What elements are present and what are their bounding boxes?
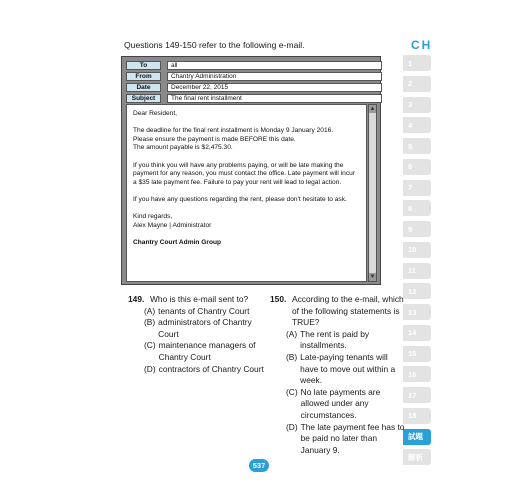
email-header-from bbox=[126, 71, 237, 81]
subject-field: The final rent installment bbox=[167, 94, 382, 103]
to-field: all bbox=[167, 61, 382, 70]
chapter-label: CH bbox=[411, 38, 433, 52]
chapter-tab-12[interactable]: 12 bbox=[403, 283, 431, 299]
question-150 bbox=[270, 294, 408, 456]
chapter-tab-13[interactable]: 13 bbox=[403, 304, 431, 320]
question-149-option-c[interactable]: (C) maintenance managers of Chantry Court bbox=[144, 340, 256, 362]
chapter-tab-7[interactable]: 7 bbox=[403, 180, 431, 196]
email-closing: Kind regards, bbox=[133, 213, 173, 221]
email-scrollbar[interactable] bbox=[368, 104, 377, 282]
chapter-tab-3[interactable]: 3 bbox=[403, 97, 431, 113]
email-header-subject bbox=[126, 93, 242, 103]
tab-test-questions[interactable]: 試題 bbox=[403, 429, 431, 445]
question-149-option-d[interactable]: (D) contractors of Chantry Court bbox=[144, 363, 264, 374]
question-149-text: Who is this e-mail sent to? bbox=[150, 294, 249, 304]
tab-explanations[interactable]: 解析 bbox=[403, 449, 431, 465]
email-ensure-line: Please ensure the payment is made BEFORE this date. bbox=[133, 135, 296, 143]
chapter-tab-15[interactable]: 15 bbox=[403, 346, 431, 362]
email-signature: Chantry Court Admin Group bbox=[133, 238, 222, 246]
chapter-tab-10[interactable]: 10 bbox=[403, 242, 431, 258]
question-150-number: 150. bbox=[270, 294, 287, 304]
chapter-tab-1[interactable]: 1 bbox=[403, 55, 431, 71]
email-deadline-line: The deadline for the final rent installment is Monday 9 January 2016. bbox=[133, 127, 334, 135]
email-questions-paragraph: If you have any questions regarding the rent, please don't hesitate to ask. bbox=[133, 195, 347, 203]
chapter-tab-6[interactable]: 6 bbox=[403, 159, 431, 175]
scroll-down-arrow-icon[interactable]: ▼ bbox=[369, 274, 376, 280]
email-greeting: Dear Resident, bbox=[133, 110, 177, 117]
chapter-tab-11[interactable]: 11 bbox=[403, 263, 431, 279]
chapter-tab-5[interactable]: 5 bbox=[403, 138, 431, 154]
email-window bbox=[121, 56, 381, 285]
email-sender: Alex Mayne | Administrator bbox=[133, 221, 212, 229]
date-field: December 22, 2015 bbox=[167, 83, 382, 92]
chapter-tab-18[interactable]: 18 bbox=[403, 408, 431, 424]
question-150-option-d[interactable]: (D) The late payment fee has to be paid no later than January 9. bbox=[286, 421, 405, 455]
email-header-to bbox=[126, 60, 178, 70]
chapter-tab-16[interactable]: 16 bbox=[403, 366, 431, 382]
from-field: Chantry Administration bbox=[167, 72, 382, 81]
question-149-number: 149. bbox=[128, 294, 145, 304]
scroll-up-arrow-icon[interactable]: ▲ bbox=[369, 106, 376, 112]
date-label: Date bbox=[126, 83, 161, 92]
chapter-tab-2[interactable]: 2 bbox=[403, 76, 431, 92]
question-150-option-b[interactable]: (B) Late-paying tenants will have to move out within a week. bbox=[286, 351, 396, 386]
question-149-option-a[interactable]: (A) tenants of Chantry Court bbox=[144, 305, 250, 316]
question-149-option-b[interactable]: (B) administrators of Chantry Court bbox=[144, 317, 252, 339]
email-body bbox=[126, 104, 367, 282]
page-number-badge: 537 bbox=[249, 459, 269, 472]
question-150-option-a[interactable]: (A) The rent is paid by installments. bbox=[286, 328, 370, 351]
email-header-date bbox=[126, 82, 229, 92]
chapter-tab-14[interactable]: 14 bbox=[403, 325, 431, 341]
from-label: From bbox=[126, 72, 161, 81]
question-149 bbox=[128, 294, 268, 375]
chapter-tab-9[interactable]: 9 bbox=[403, 221, 431, 237]
chapter-tab-4[interactable]: 4 bbox=[403, 117, 431, 133]
chapter-tab-17[interactable]: 17 bbox=[403, 387, 431, 403]
chapter-tab-8[interactable]: 8 bbox=[403, 200, 431, 216]
to-label: To bbox=[126, 61, 161, 70]
email-amount-line: The amount payable is $2,475.30. bbox=[133, 144, 233, 152]
question-150-option-c[interactable]: (C) No late payments are allowed under any circumstances. bbox=[286, 386, 381, 420]
question-150-text: According to the e-mail, which of the following statements is TRUE? bbox=[292, 294, 404, 328]
email-late-payment-paragraph: If you think you will have any problems paying, or will be late making the payment for any reason, you must contact the office. Late payment will incur a $35 late payment fee. Failure to pay your rent will lead to legal action. bbox=[133, 161, 355, 186]
questions-intro: Questions 149-150 refer to the following e-mail. bbox=[124, 40, 305, 50]
subject-label: Subject bbox=[126, 94, 161, 103]
